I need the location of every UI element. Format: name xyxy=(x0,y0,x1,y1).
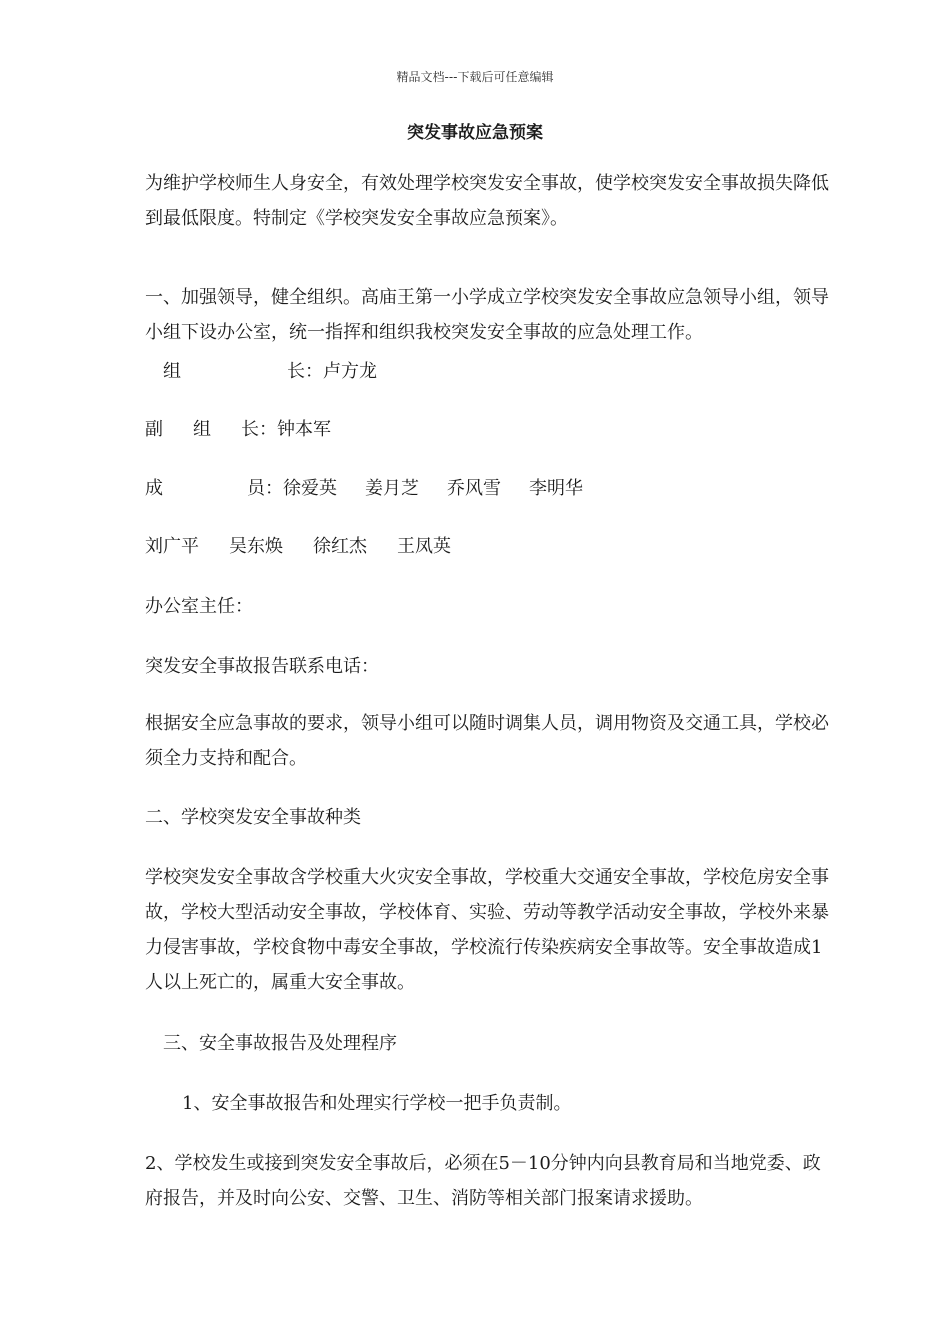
page-header: 精品文档---下载后可任意编辑 xyxy=(396,70,554,84)
document-title: 突发事故应急预案 xyxy=(407,123,543,143)
section2-heading: 二、学校突发安全事故种类 xyxy=(145,807,361,828)
members-line-2 xyxy=(145,535,451,559)
authority-paragraph: 根据安全应急事故的要求，领导小组可以随时调集人员，调用物资及交通工具，学校必须全力支持和配合。 xyxy=(145,713,829,769)
member-name: 乔风雪 xyxy=(447,478,501,499)
section3-item-2: 2、学校发生或接到突发安全事故后，必须在5－10分钟内向县教育局和当地党委、政府报告，并及时向公安、交警、卫生、消防等相关部门报案请求援助。 xyxy=(145,1153,821,1209)
member-name: 姜月芝 xyxy=(365,478,419,499)
leader-line xyxy=(163,360,377,384)
leader-label-b: 长：卢方龙 xyxy=(287,361,377,382)
deputy-label-b: 组 xyxy=(193,419,211,440)
member-name: 刘广平 xyxy=(145,536,199,557)
hotline-line: 突发安全事故报告联系电话： xyxy=(145,656,379,677)
members-label-b: 员：徐爱英 xyxy=(247,478,337,499)
section1-paragraph: 一、加强领导，健全组织。高庙王第一小学成立学校突发安全事故应急领导小组，领导小组下设办公室，统一指挥和组织我校突发安全事故的应急处理工作。 xyxy=(145,287,829,343)
section3-item-1: 1、安全事故报告和处理实行学校一把手负责制。 xyxy=(182,1093,572,1114)
member-name: 李明华 xyxy=(529,478,583,499)
section3-heading: 三、安全事故报告及处理程序 xyxy=(163,1033,397,1054)
deputy-label-a: 副 xyxy=(145,419,163,440)
member-name: 王凤英 xyxy=(397,536,451,557)
deputy-label-c: 长：钟本军 xyxy=(241,419,331,440)
deputy-line xyxy=(145,418,331,442)
members-line-1 xyxy=(145,477,583,501)
leader-label-a: 组 xyxy=(163,361,181,382)
office-director-line: 办公室主任： xyxy=(145,596,253,617)
member-name: 吴东焕 xyxy=(229,536,283,557)
members-label-a: 成 xyxy=(145,478,163,499)
member-name: 徐红杰 xyxy=(313,536,367,557)
section2-paragraph: 学校突发安全事故含学校重大火灾安全事故，学校重大交通安全事故，学校危房安全事故，学校大型活动安全事故，学校体育、实验、劳动等教学活动安全事故，学校外来暴力侵害事故，学校食物中毒安全事故，学校流行传染疾病安全事故等。安全事故造成1人以上死亡的，属重大安全事故。 xyxy=(145,867,829,993)
intro-paragraph: 为维护学校师生人身安全，有效处理学校突发安全事故，使学校突发安全事故损失降低到最低限度。特制定《学校突发安全事故应急预案》。 xyxy=(145,173,829,229)
